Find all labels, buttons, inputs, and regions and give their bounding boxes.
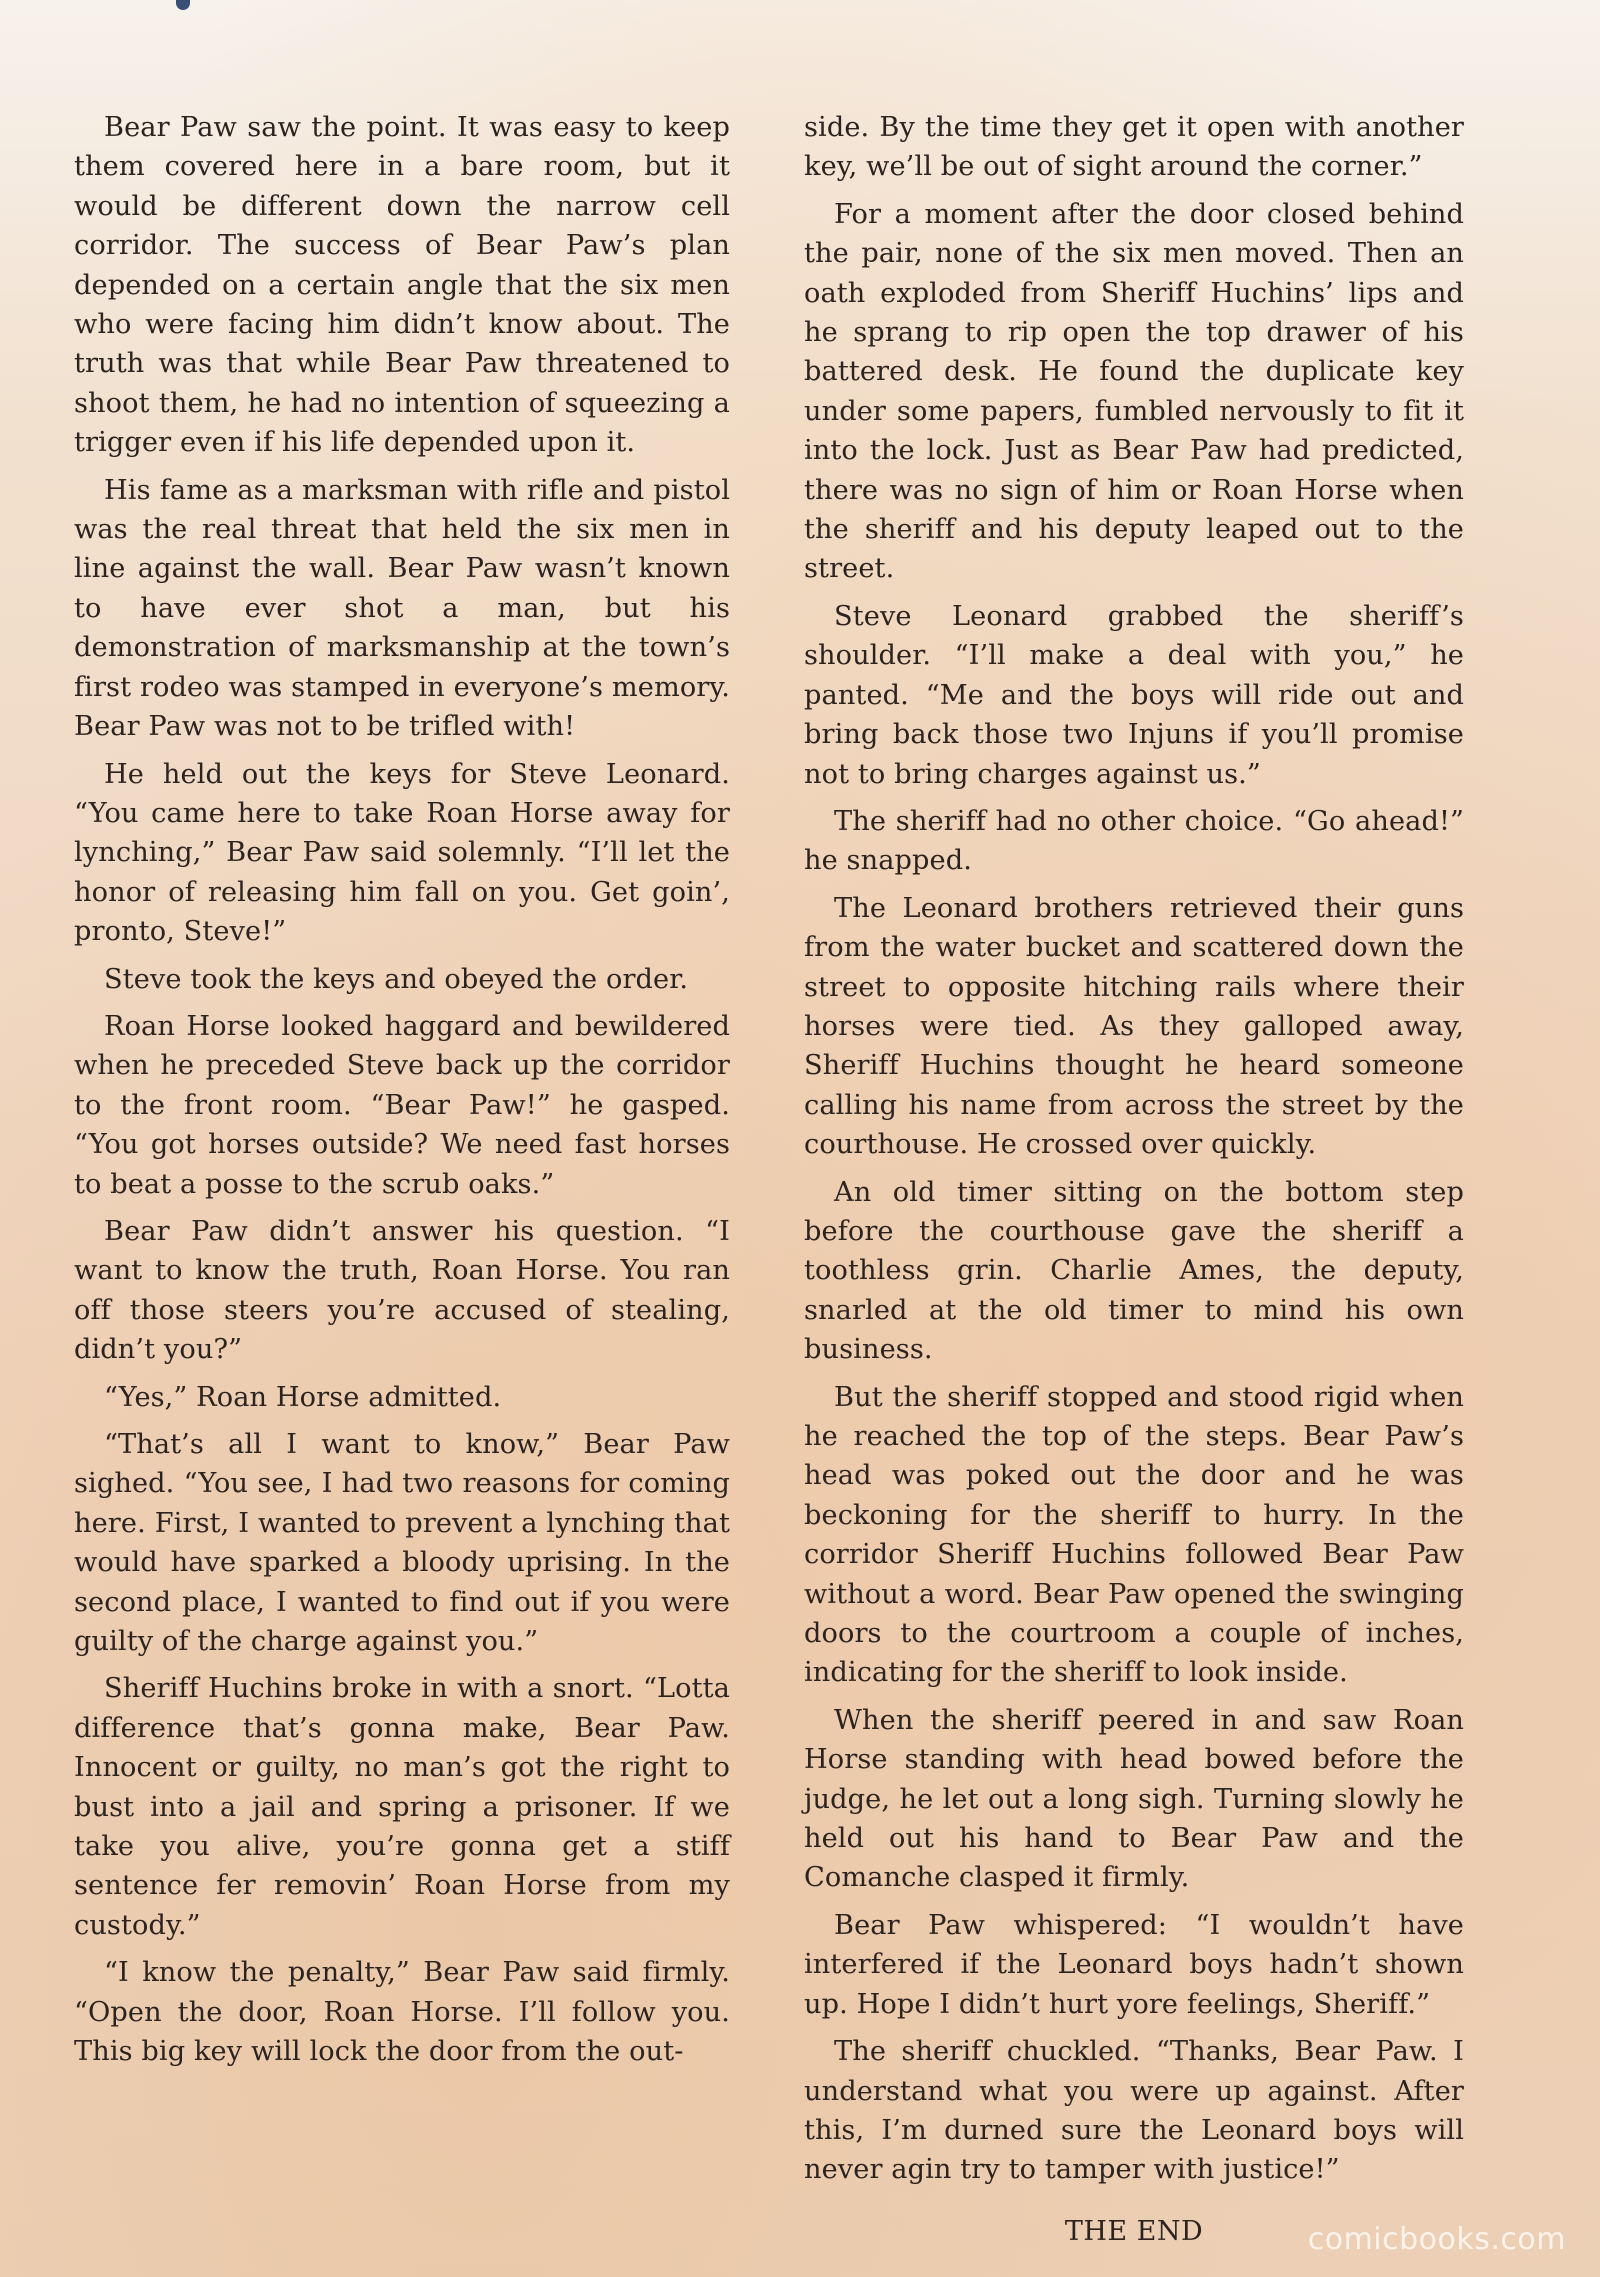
story-paragraph: When the sheriff peered in and saw Roan Horse standing with head bowed before the judge, he let out a long sigh. Turning slowly he held out his hand to Bear Paw and the Comanche clasped it firmly. bbox=[804, 1704, 1464, 1894]
story-paragraph: “Yes,” Roan Horse admitted. bbox=[104, 1381, 502, 1413]
story-paragraph: An old timer sitting on the bottom step before the courthouse gave the sheriff a toothless grin. Charlie Ames, the deputy, snarled at the old timer to mind his own business. bbox=[804, 1176, 1464, 1366]
left-column bbox=[74, 108, 730, 2080]
story-paragraph: Steve took the keys and obeyed the order. bbox=[104, 963, 689, 995]
story-paragraph: “I know the penalty,” Bear Paw said firmly. “Open the door, Roan Horse. I’ll follow you. This big key will lock the door from the out- bbox=[74, 1957, 730, 2068]
story-paragraph: Bear Paw didn’t answer his question. “I want to know the truth, Roan Horse. You ran off those steers you’re accused of stealing, didn’t you?” bbox=[74, 1215, 730, 1366]
story-paragraph: His fame as a marksman with rifle and pistol was the real threat that held the six men in line against the wall. Bear Paw wasn’t known to have ever shot a man, but his demonstration of marksmanship at the town’s first rodeo was stamped in everyone’s memory. Bear Paw was not to be trifled with! bbox=[74, 474, 730, 743]
story-paragraph: Sheriff Huchins broke in with a snort. “Lotta difference that’s gonna make, Bear Paw. Innocent or guilty, no man’s got the right to bust into a jail and spring a prisoner. If we take you alive, you’re gonna get a stiff sentence fer removin’ Roan Horse from my custody.” bbox=[74, 1673, 730, 1941]
story-paragraph: Roan Horse looked haggard and bewildered when he preceded Steve back up the corridor to the front room. “Bear Paw!” he gasped. “You got horses outside? We need fast horses to beat a posse to the scrub oaks.” bbox=[74, 1010, 730, 1200]
story-paragraph: But the sheriff stopped and stood rigid when he reached the top of the steps. Bear Paw’s head was poked out the door and he was beckoning for the sheriff to hurry. In the corridor Sheriff Huchins followed Bear Paw without a word. Bear Paw opened the swinging doors to the courtroom a couple of inches, indicating for the sheriff to look inside. bbox=[804, 1381, 1464, 1689]
story-paragraph-continuation: side. By the time they get it open with another key, we’ll be out of sight around the corner.” bbox=[804, 112, 1464, 183]
page-edge-mark bbox=[176, 0, 190, 10]
story-paragraph: The sheriff chuckled. “Thanks, Bear Paw. I understand what you were up against. After this, I’m durned sure the Leonard boys will never agin try to tamper with justice!” bbox=[804, 2036, 1464, 2186]
watermark: comicbooks.com bbox=[1307, 2222, 1566, 2257]
story-paragraph: The Leonard brothers retrieved their guns from the water bucket and scattered down the street to opposite hitching rails where their horses were tied. As they galloped away, Sheriff Huchins thought he heard someone calling his name from across the street by the courthouse. He crossed over quickly. bbox=[804, 892, 1464, 1161]
story-paragraph: The sheriff had no other choice. “Go ahead!” he snapped. bbox=[804, 805, 1464, 877]
story-paragraph: Bear Paw saw the point. It was easy to keep them covered here in a bare room, but it would be different down the narrow cell corridor. The success of Bear Paw’s plan depended on a certain angle that the six men who were facing him didn’t know about. The truth was that while Bear Paw threatened to shoot them, he had no intention of squeezing a trigger even if his life depended upon it. bbox=[74, 112, 730, 459]
the-end-label: THE END bbox=[1064, 2215, 1204, 2247]
story-paragraph: He held out the keys for Steve Leonard. “You came here to take Roan Horse away for lynching,” Bear Paw said solemnly. “I’ll let the honor of releasing him fall on you. Get goin’, pronto, Steve!” bbox=[74, 758, 730, 948]
story-paragraph: Steve Leonard grabbed the sheriff’s shoulder. “I’ll make a deal with you,” he panted. “Me and the boys will ride out and bring back those two Injuns if you’ll promise not to bring charges against us.” bbox=[804, 600, 1464, 790]
story-paragraph: “That’s all I want to know,” Bear Paw sighed. “You see, I had two reasons for coming here. First, I wanted to prevent a lynching that would have sparked a bloody uprising. In the second place, I wanted to find out if you were guilty of the charge against you.” bbox=[74, 1429, 730, 1658]
story-paragraph: For a moment after the door closed behind the pair, none of the six men moved. Then an oath exploded from Sheriff Huchins’ lips and he sprang to rip open the top drawer of his battered desk. He found the duplicate key under some papers, fumbled nervously to fit it into the lock. Just as Bear Paw had predicted, there was no sign of him or Roan Horse when the sheriff and his deputy leaped out to the street. bbox=[804, 198, 1464, 585]
story-paragraph: Bear Paw whispered: “I wouldn’t have interfered if the Leonard boys hadn’t shown up. Hope I didn’t hurt yore feelings, Sheriff.” bbox=[804, 1909, 1464, 2020]
right-column bbox=[804, 108, 1464, 2259]
